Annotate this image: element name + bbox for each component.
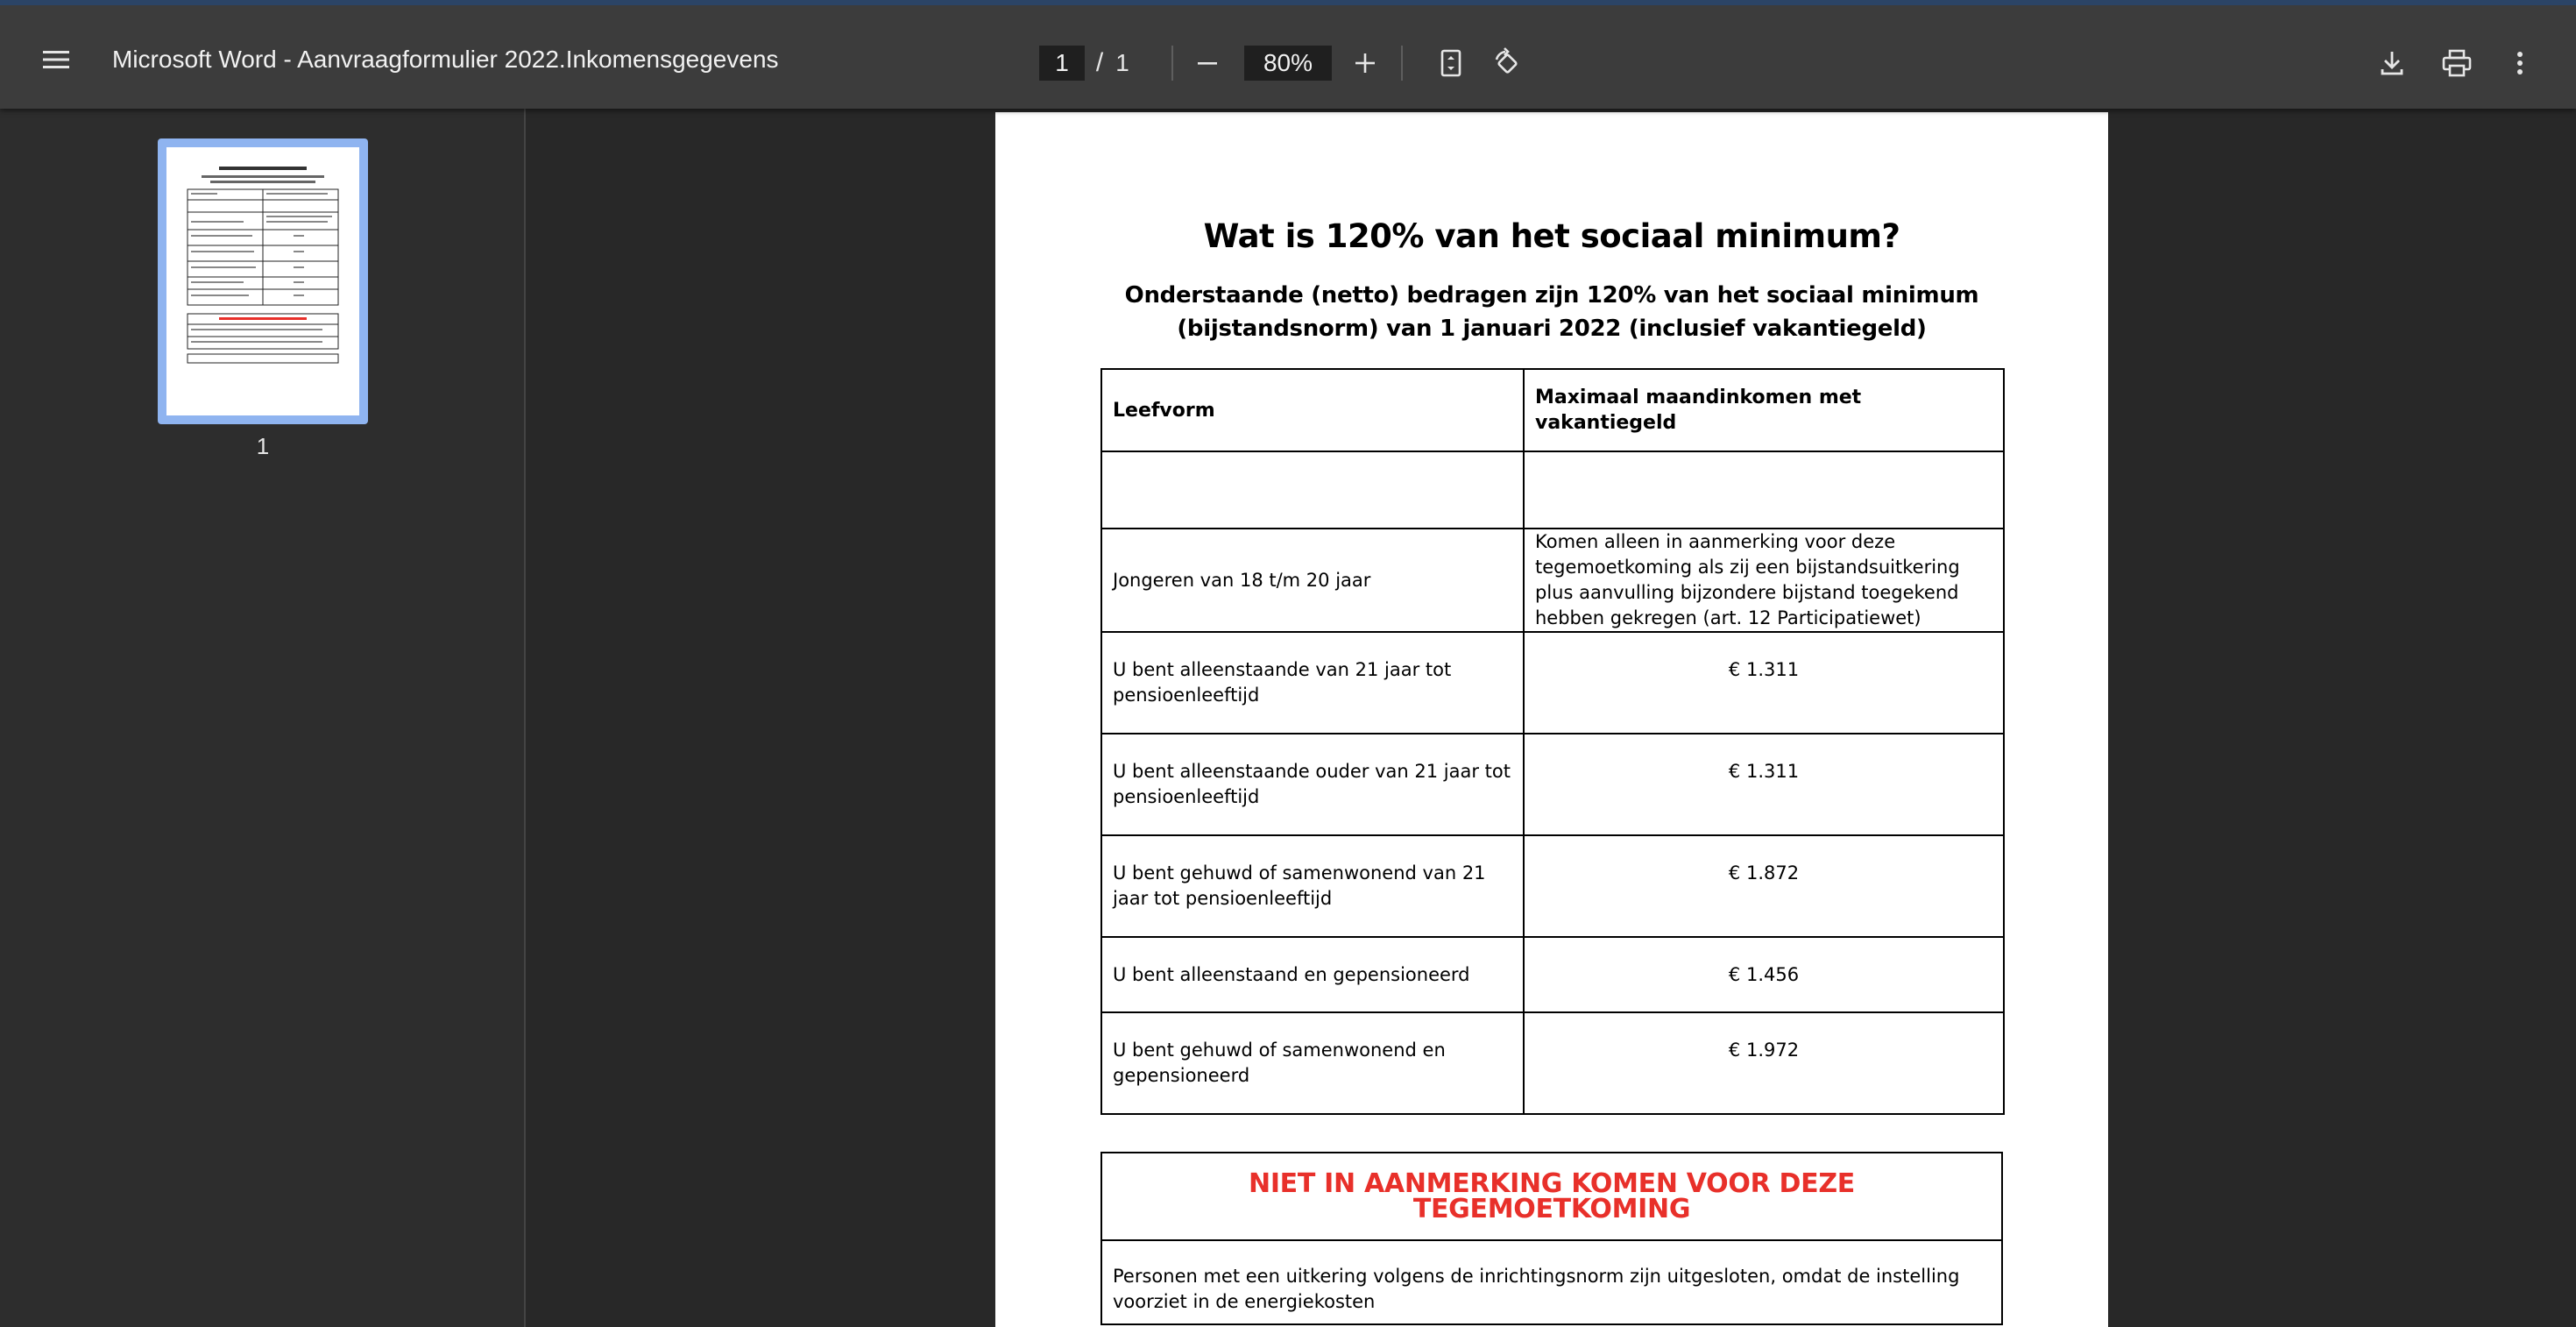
table-cell-value: € 1.972 <box>1524 1012 2004 1114</box>
table-cell-label: U bent gehuwd of samenwonend van 21 jaar tot pensioenleeftijd <box>1101 835 1524 937</box>
table-row <box>1101 937 2004 1012</box>
thumbnail-page-number: 1 <box>256 433 270 459</box>
table-cell-label: U bent alleenstaande ouder van 21 jaar tot pensioenleeftijd <box>1101 734 1524 835</box>
zoom-in-icon[interactable] <box>1344 42 1386 84</box>
document-title: Microsoft Word - Aanvraagformulier 2022.Inkomensgegevens <box>112 46 779 73</box>
pdf-toolbar <box>0 0 2576 109</box>
table-cell-label: Jongeren van 18 t/m 20 jaar <box>1101 529 1524 632</box>
table-cell-label: U bent alleenstaande van 21 jaar tot pensioenleeftijd <box>1101 632 1524 734</box>
thumbnail-page-preview <box>166 147 359 415</box>
zoom-level-input[interactable]: 80% <box>1244 46 1332 81</box>
notice-heading-row <box>1101 1153 2002 1240</box>
table-cell-value <box>1524 451 2004 529</box>
table-row <box>1101 451 2004 529</box>
fit-page-icon[interactable] <box>1430 42 1472 84</box>
more-options-icon[interactable] <box>2499 42 2541 84</box>
table-header-row <box>1101 369 2004 451</box>
notice-heading: NIET IN AANMERKING KOMEN VOOR DEZE TEGEMOETKOMING <box>1101 1153 2002 1240</box>
table-cell-label: U bent alleenstaand en gepensioneerd <box>1101 937 1524 1012</box>
table-cell-label: U bent gehuwd of samenwonend en gepensioneerd <box>1101 1012 1524 1114</box>
page-number-input[interactable]: 1 <box>1039 46 1085 81</box>
table-cell-value: € 1.456 <box>1524 937 2004 1012</box>
notice-body-row <box>1101 1240 2002 1324</box>
zoom-out-icon[interactable] <box>1186 42 1228 84</box>
page-subheading <box>1083 279 2020 345</box>
subtitle-line-1: Onderstaande (netto) bedragen zijn 120% van het sociaal minimum <box>1124 282 1979 309</box>
document-viewer[interactable] <box>527 109 2576 1327</box>
thumbnail-sidebar <box>0 109 526 1327</box>
subtitle-line-2: (bijstandsnorm) van 1 januari 2022 (inclusief vakantiegeld) <box>1177 316 1927 342</box>
income-table <box>1100 368 2005 1115</box>
page-thumbnail[interactable] <box>158 138 368 424</box>
print-icon[interactable] <box>2436 42 2478 84</box>
table-row <box>1101 734 2004 835</box>
table-cell-label <box>1101 451 1524 529</box>
table-cell-value: € 1.872 <box>1524 835 2004 937</box>
document-page <box>995 112 2108 1327</box>
table-cell-value: € 1.311 <box>1524 632 2004 734</box>
table-row <box>1101 1012 2004 1114</box>
exclusion-notice-table <box>1100 1152 2003 1325</box>
page-separator: / <box>1095 48 1104 77</box>
total-pages: 1 <box>1115 49 1129 76</box>
table-cell-value: Komen alleen in aanmerking voor deze tegemoetkoming als zij een bijstandsuitkering plus aanvulling bijzondere bijstand toegekend hebben gekregen (art. 12 Participatiewet) <box>1524 529 2004 632</box>
rotate-icon[interactable] <box>1486 42 1528 84</box>
menu-icon[interactable] <box>32 35 81 84</box>
column-header-maandinkomen: Maximaal maandinkomen met vakantiegeld <box>1524 369 2004 451</box>
download-icon[interactable] <box>2371 42 2413 84</box>
table-row <box>1101 529 2004 632</box>
column-header-leefvorm: Leefvorm <box>1101 369 1524 451</box>
toolbar-divider <box>1171 46 1173 81</box>
notice-body: Personen met een uitkering volgens de inrichtingsnorm zijn uitgesloten, omdat de instelling voorziet in de energiekosten <box>1101 1240 2002 1324</box>
table-row <box>1101 835 2004 937</box>
page-heading: Wat is 120% van het sociaal minimum? <box>1203 217 1900 255</box>
table-cell-value: € 1.311 <box>1524 734 2004 835</box>
toolbar-divider <box>1401 46 1403 81</box>
table-row <box>1101 632 2004 734</box>
